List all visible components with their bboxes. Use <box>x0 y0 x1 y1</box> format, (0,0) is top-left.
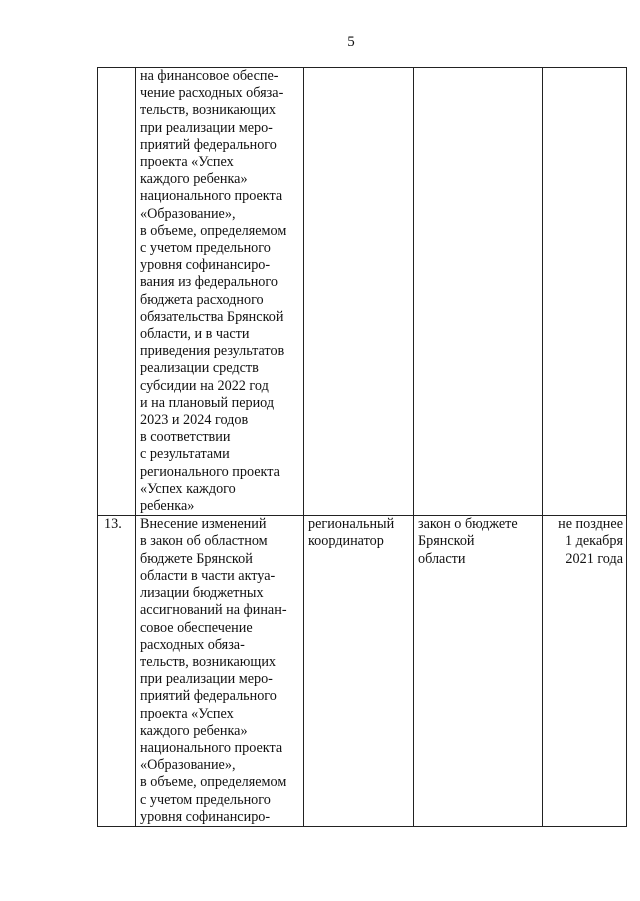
description-line: лизации бюджетных <box>140 585 264 602</box>
measures-table <box>97 67 627 827</box>
description-line: с результатами <box>140 446 230 463</box>
description-line: реализации средств <box>140 360 259 377</box>
description-line: «Образование», <box>140 205 236 222</box>
result-line: закон о бюджете <box>418 516 518 533</box>
description-line: проекта «Успех <box>140 154 234 171</box>
description-line: при реализации меро- <box>140 671 273 688</box>
description-line: уровня софинансиро- <box>140 808 271 825</box>
description-line: бюджете Брянской <box>140 550 253 567</box>
measure-description <box>136 68 304 516</box>
description-line: и на плановый период <box>140 394 275 411</box>
measure-description <box>136 516 304 827</box>
description-line: уровня софинансиро- <box>140 257 271 274</box>
deadline-cell <box>543 516 627 827</box>
description-line: национального проекта <box>140 188 283 205</box>
description-line: с учетом предельного <box>140 791 271 808</box>
responsible-cell <box>304 68 414 516</box>
deadline-line: не позднее <box>558 516 623 533</box>
description-line: субсидии на 2022 год <box>140 377 269 394</box>
responsible-line: региональный <box>308 516 395 533</box>
description-line: расходных обяза- <box>140 636 245 653</box>
description-line: при реализации меро- <box>140 119 273 136</box>
description-line: приятий федерального <box>140 136 277 153</box>
result-cell <box>414 516 543 827</box>
description-line: «Успех каждого <box>140 480 236 497</box>
description-line: ребенка» <box>140 498 195 515</box>
description-line: ассигнований на финан- <box>140 602 287 619</box>
description-line: Внесение изменений <box>140 516 267 533</box>
responsible-line: координатор <box>308 533 384 550</box>
responsible-cell <box>304 516 414 827</box>
description-line: в закон об областном <box>140 533 268 550</box>
description-line: каждого ребенка» <box>140 722 248 739</box>
deadline-line: 1 декабря <box>565 533 623 550</box>
row-number: 13. <box>98 516 136 827</box>
description-line: регионального проекта <box>140 463 280 480</box>
description-line: области, и в части <box>140 326 250 343</box>
description-line: обязательства Брянской <box>140 308 284 325</box>
description-line: «Образование», <box>140 757 236 774</box>
row-number <box>98 68 136 516</box>
description-line: чение расходных обяза- <box>140 85 284 102</box>
description-line: на финансовое обеспе- <box>140 68 279 84</box>
description-line: в объеме, определяемом <box>140 222 287 239</box>
result-cell <box>414 68 543 516</box>
description-line: 2023 и 2024 годов <box>140 412 249 429</box>
result-line: области <box>418 550 466 567</box>
description-line: каждого ребенка» <box>140 171 248 188</box>
page-number: 5 <box>347 34 355 50</box>
description-line: национального проекта <box>140 739 283 756</box>
description-line: приведения результатов <box>140 343 285 360</box>
description-line: бюджета расходного <box>140 291 264 308</box>
description-line: вания из федерального <box>140 274 278 291</box>
table-row <box>98 68 627 516</box>
deadline-line: 2021 года <box>565 550 623 567</box>
description-line: области в части актуа- <box>140 567 276 584</box>
description-line: проекта «Успех <box>140 705 234 722</box>
table-row <box>98 516 627 827</box>
description-line: совое обеспечение <box>140 619 253 636</box>
description-line: тельств, возникающих <box>140 102 277 119</box>
deadline-cell <box>543 68 627 516</box>
description-line: тельств, возникающих <box>140 653 277 670</box>
result-line: Брянской <box>418 533 475 550</box>
description-line: с учетом предельного <box>140 240 271 257</box>
description-line: в соответствии <box>140 429 231 446</box>
description-line: приятий федерального <box>140 688 277 705</box>
description-line: в объеме, определяемом <box>140 774 287 791</box>
